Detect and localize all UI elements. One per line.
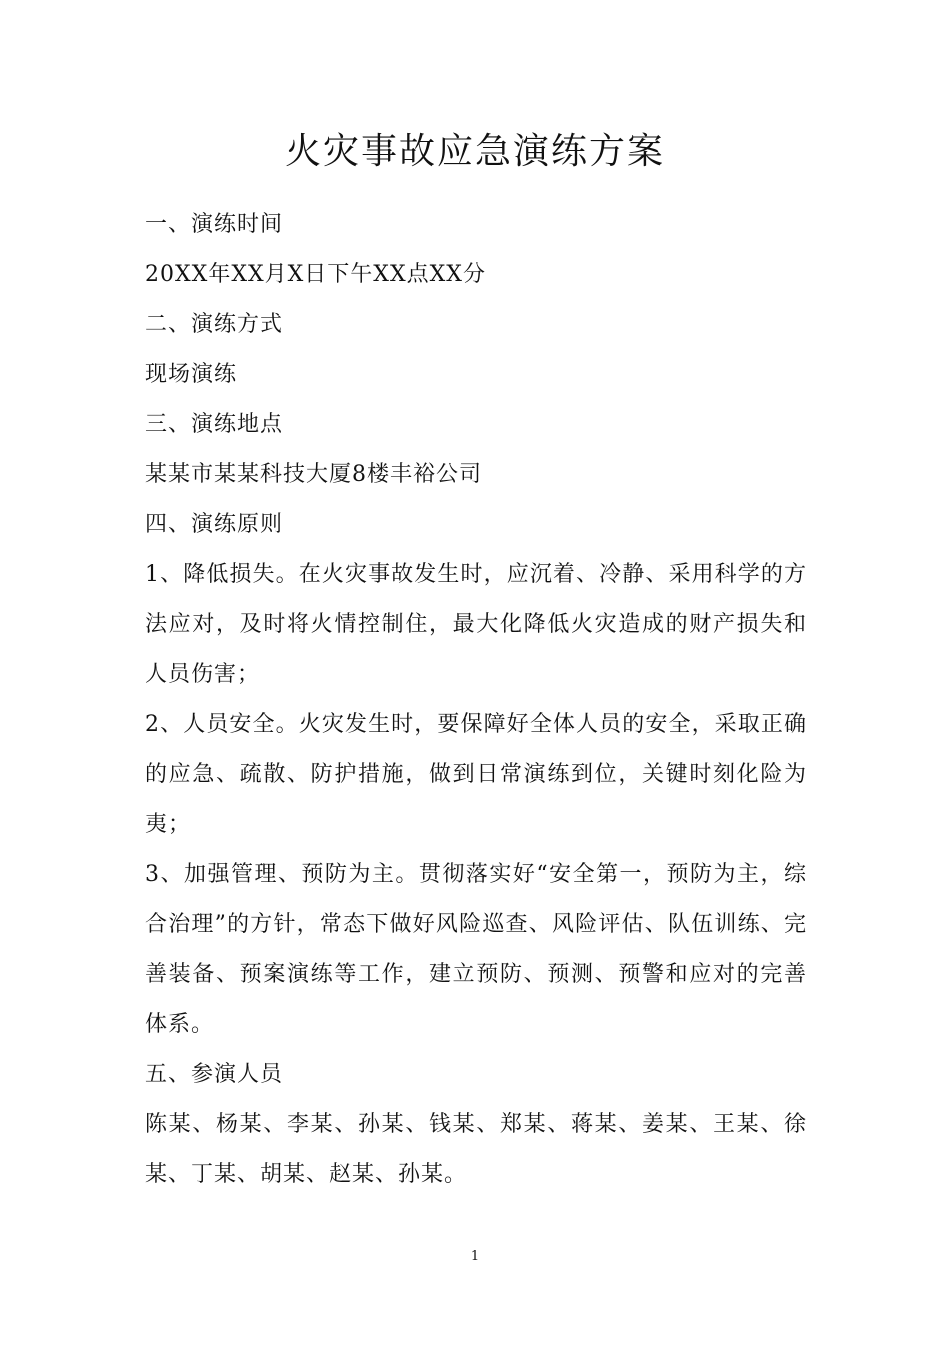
principle-2: 2、人员安全。火灾发生时，要保障好全体人员的安全，采取正确的应急、疏散、防护措施，做到日常演练到位，关键时刻化险为夷； — [145, 712, 807, 837]
document-body — [145, 200, 807, 1200]
section-heading-location: 三、演练地点 — [145, 412, 284, 437]
principle-1: 1、降低损失。在火灾事故发生时，应沉着、冷静、采用科学的方法应对，及时将火情控制住，最大化降低火灾造成的财产损失和人员伤害； — [145, 562, 807, 687]
section-heading-time: 一、演练时间 — [145, 212, 284, 237]
drill-time-text: 20XX年XX月X日下午XX点XX分 — [145, 262, 486, 287]
principle-3: 3、加强管理、预防为主。贯彻落实好“安全第一，预防为主，综合治理”的方针，常态下做好风险巡查、风险评估、队伍训练、完善装备、预案演练等工作，建立预防、预测、预警和应对的完善体系。 — [145, 862, 807, 1037]
section-heading-method: 二、演练方式 — [145, 312, 284, 337]
drill-method-text: 现场演练 — [145, 362, 238, 387]
participants-list: 陈某、杨某、李某、孙某、钱某、郑某、蒋某、姜某、王某、徐某、丁某、胡某、赵某、孙某。 — [145, 1112, 807, 1187]
section-heading-principles: 四、演练原则 — [145, 512, 284, 537]
drill-location-text: 某某市某某科技大厦8楼丰裕公司 — [145, 462, 482, 487]
section-heading-participants: 五、参演人员 — [145, 1062, 284, 1087]
document-title: 火灾事故应急演练方案 — [284, 131, 665, 172]
page-number: 1 — [470, 1249, 480, 1264]
